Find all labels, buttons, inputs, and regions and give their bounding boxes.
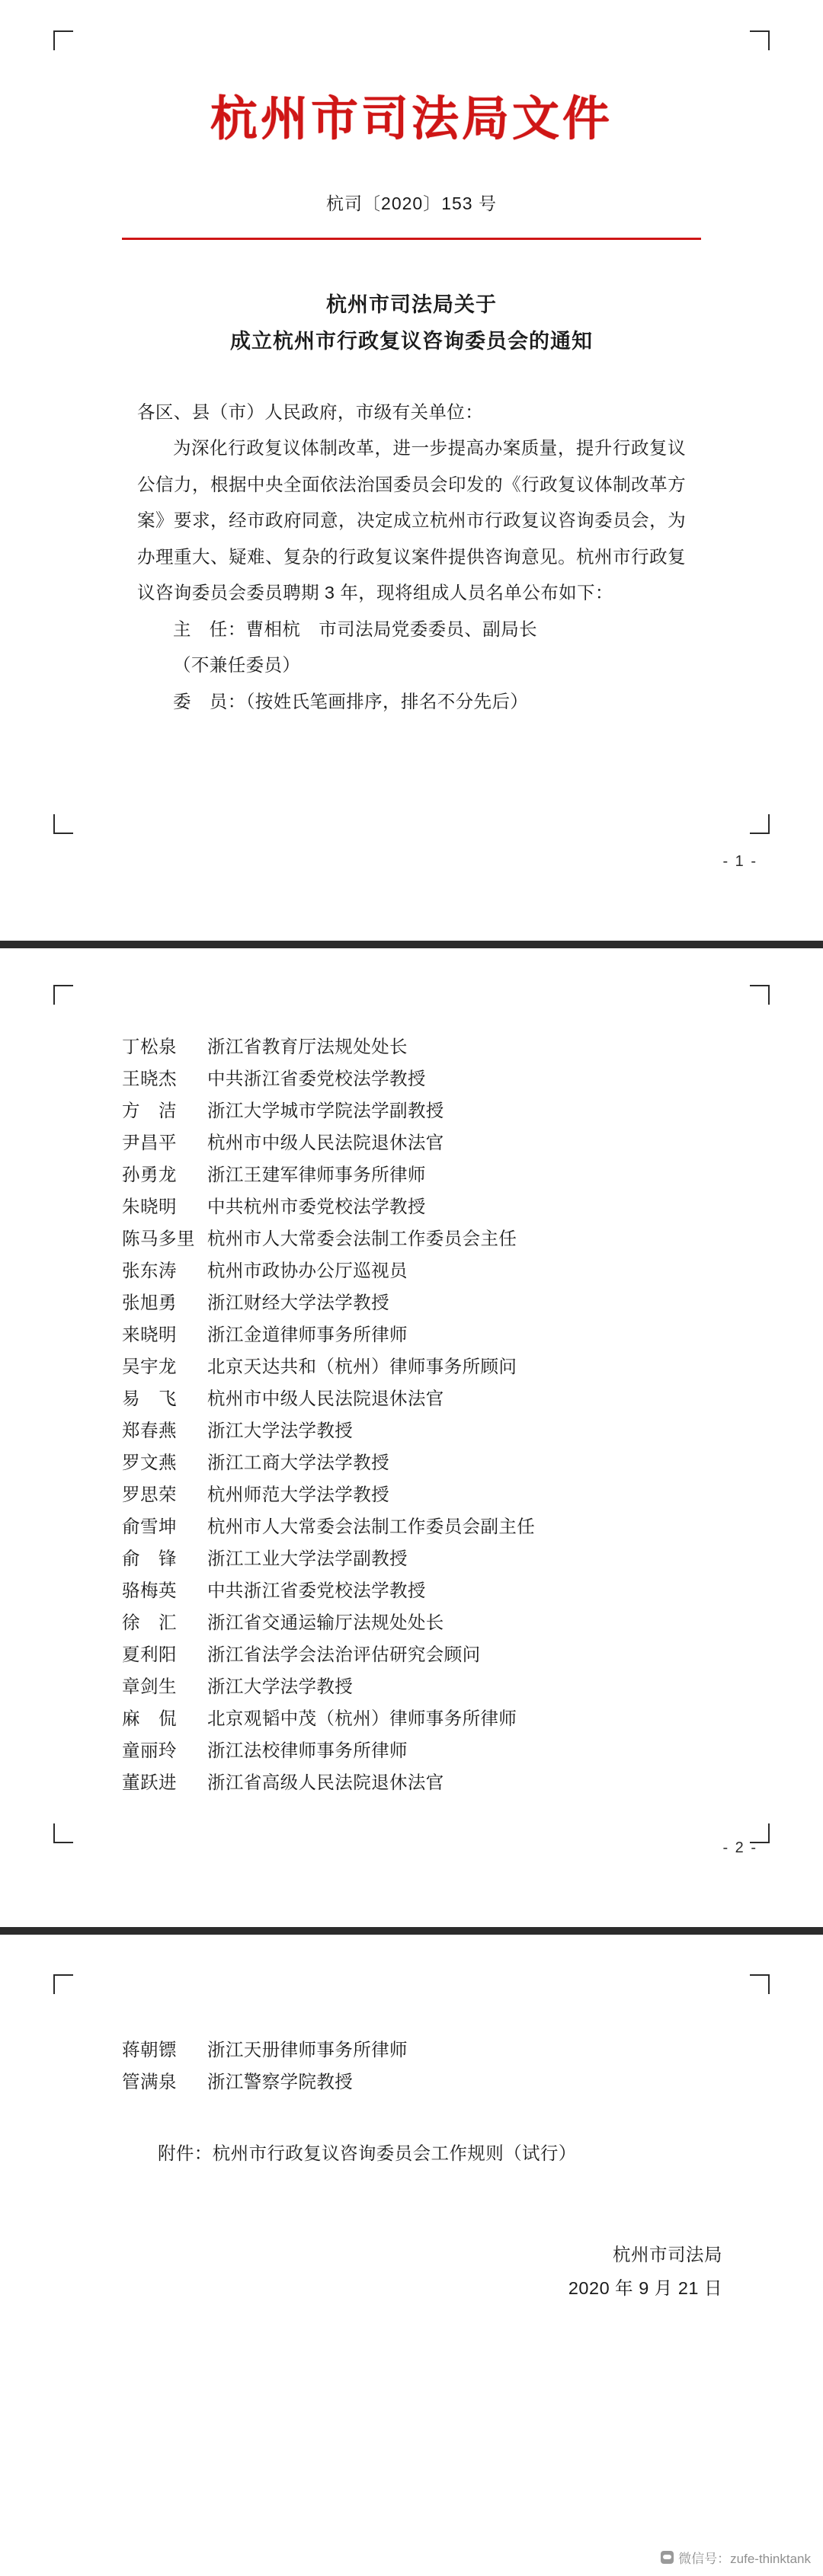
member-name: 章剑生 [122, 1676, 177, 1696]
member-name: 尹昌平 [122, 1133, 177, 1152]
list-item [122, 1518, 701, 1536]
member-name: 郑春燕 [122, 1421, 177, 1440]
member-title: 浙江省交通运输厅法规处处长 [207, 1612, 444, 1632]
member-title: 浙江大学法学教授 [207, 1676, 354, 1696]
document-page-2 [0, 948, 823, 1927]
member-title: 浙江王建军律师事务所律师 [207, 1165, 426, 1184]
member-name: 管满泉 [122, 2072, 177, 2092]
list-item [122, 1070, 701, 1088]
member-title: 浙江省教育厅法规处处长 [207, 1037, 408, 1056]
red-horizontal-rule [122, 238, 701, 240]
member-title: 浙江工业大学法学副教授 [207, 1548, 408, 1568]
member-name: 易 飞 [122, 1389, 177, 1408]
page-divider-1 [0, 941, 823, 948]
member-title: 浙江法校律师事务所律师 [207, 1740, 408, 1760]
list-item [122, 2041, 701, 2060]
list-item [122, 1102, 701, 1120]
member-title: 浙江大学城市学院法学副教授 [207, 1101, 444, 1120]
member-name: 董跃进 [122, 1772, 177, 1792]
watermark-text: 微信号：zufe-thinktank [678, 2552, 811, 2566]
list-item [122, 1262, 701, 1280]
attachment-line: 附件：杭州市行政复议咨询委员会工作规则（试行） [158, 2143, 577, 2163]
member-name: 罗思荣 [122, 1485, 177, 1504]
list-item [122, 1742, 701, 1760]
member-title: 浙江省高级人民法院退休法官 [207, 1772, 444, 1792]
list-item [122, 1390, 701, 1408]
list-item [122, 1710, 701, 1728]
member-name: 童丽玲 [122, 1740, 177, 1760]
crop-mark-top-right [750, 30, 770, 50]
crop-mark-top-right [750, 985, 770, 1005]
member-title: 杭州市中级人民法院退休法官 [207, 1133, 444, 1152]
list-item [122, 2073, 701, 2092]
list-item [122, 1038, 701, 1056]
addressee-line: 各区、县（市）人民政府，市级有关单位： [137, 401, 484, 422]
member-title: 杭州市中级人民法院退休法官 [207, 1389, 444, 1408]
list-item [122, 1166, 701, 1184]
watermark [661, 2548, 811, 2567]
list-item [122, 1678, 701, 1696]
member-list-page-3 [122, 2041, 701, 2092]
member-title: 中共杭州市委党校法学教授 [207, 1197, 426, 1216]
signoff-block [84, 2238, 739, 2306]
member-name: 骆梅英 [122, 1580, 177, 1600]
subject-line-2: 成立杭州市行政复议咨询委员会的通知 [230, 329, 593, 353]
member-name: 俞 锋 [122, 1548, 177, 1568]
crop-mark-bottom-left [53, 1823, 73, 1843]
director-note: （不兼任委员） [173, 655, 301, 676]
list-item [122, 1582, 701, 1600]
list-item [122, 1358, 701, 1376]
list-item [122, 1230, 701, 1248]
list-item [122, 1614, 701, 1632]
member-title: 浙江工商大学法学教授 [207, 1453, 389, 1472]
member-title: 杭州市人大常委会法制工作委员会副主任 [207, 1517, 536, 1536]
member-title: 浙江警察学院教授 [207, 2072, 354, 2092]
issue-date: 2020 年 9 月 21 日 [568, 2278, 722, 2299]
document-header-title: 杭州市司法局文件 [210, 91, 613, 146]
body-paragraph-1: 为深化行政复议体制改革，进一步提高办案质量，提升行政复议公信力，根据中央全面依法治国委员会印发的《行政复议体制改革方案》要求，经市政府同意，决定成立杭州市行政复议咨询委员会，为办理重大、疑难、复杂的行政复议案件提供咨询意见。杭州市行政复议咨询委员会委员聘期 3 年，现将组成人员名单公布如下： [137, 438, 686, 603]
member-name: 麻 侃 [122, 1708, 177, 1728]
member-name: 方 洁 [122, 1101, 177, 1120]
member-name: 张东涛 [122, 1261, 177, 1280]
member-title: 杭州市政协办公厅巡视员 [207, 1261, 408, 1280]
crop-mark-top-right [750, 1974, 770, 1994]
document-subject [0, 287, 823, 360]
issuer-name: 杭州市司法局 [613, 2244, 722, 2264]
member-title: 杭州师范大学法学教授 [207, 1485, 389, 1504]
director-line: 主 任：曹相杭 市司法局党委委员、副局长 [173, 618, 537, 639]
member-name: 吴宇龙 [122, 1357, 177, 1376]
member-name: 丁松泉 [122, 1037, 177, 1056]
member-name: 陈马多里 [122, 1229, 195, 1248]
member-title: 杭州市人大常委会法制工作委员会主任 [207, 1229, 517, 1248]
list-item [122, 1198, 701, 1216]
list-item [122, 1454, 701, 1472]
member-list-page-2 [122, 1038, 701, 1792]
member-title: 浙江大学法学教授 [207, 1421, 354, 1440]
member-name: 来晓明 [122, 1325, 177, 1344]
member-title: 中共浙江省委党校法学教授 [207, 1069, 426, 1088]
member-title: 浙江省法学会法治评估研究会顾问 [207, 1644, 481, 1664]
member-title: 浙江金道律师事务所律师 [207, 1325, 408, 1344]
crop-mark-bottom-left [53, 814, 73, 834]
member-title: 浙江天册律师事务所律师 [207, 2040, 408, 2060]
list-item [122, 1550, 701, 1568]
list-item [122, 1134, 701, 1152]
crop-mark-top-left [53, 985, 73, 1005]
member-name: 孙勇龙 [122, 1165, 177, 1184]
member-name: 蒋朝镖 [122, 2040, 177, 2060]
crop-mark-top-left [53, 30, 73, 50]
crop-mark-bottom-right [750, 814, 770, 834]
member-name: 夏利阳 [122, 1644, 177, 1664]
page-number-2: - 2 - [722, 1839, 757, 1856]
member-name: 俞雪坤 [122, 1517, 177, 1536]
member-name: 罗文燕 [122, 1453, 177, 1472]
member-title: 浙江财经大学法学教授 [207, 1293, 389, 1312]
members-label: 委 员：（按姓氏笔画排序，排名不分先后） [173, 691, 529, 711]
crop-mark-top-left [53, 1974, 73, 1994]
document-number: 杭司〔2020〕153 号 [326, 193, 497, 214]
subject-line-1: 杭州市司法局关于 [326, 293, 497, 317]
member-name: 张旭勇 [122, 1293, 177, 1312]
list-item [122, 1422, 701, 1440]
wechat-icon [661, 2551, 674, 2564]
document-page-3 [0, 1935, 823, 2576]
page-number-1: - 1 - [722, 853, 757, 870]
list-item [122, 1326, 701, 1344]
document-body [137, 395, 686, 720]
member-name: 朱晓明 [122, 1197, 177, 1216]
member-title: 北京观韬中茂（杭州）律师事务所律师 [207, 1708, 517, 1728]
member-title: 中共浙江省委党校法学教授 [207, 1580, 426, 1600]
member-name: 徐 汇 [122, 1612, 177, 1632]
document-page-1 [0, 0, 823, 941]
member-title: 北京天达共和（杭州）律师事务所顾问 [207, 1357, 517, 1376]
list-item [122, 1294, 701, 1312]
list-item [122, 1486, 701, 1504]
list-item [122, 1646, 701, 1664]
member-name: 王晓杰 [122, 1069, 177, 1088]
list-item [122, 1774, 701, 1792]
page-divider-2 [0, 1927, 823, 1935]
